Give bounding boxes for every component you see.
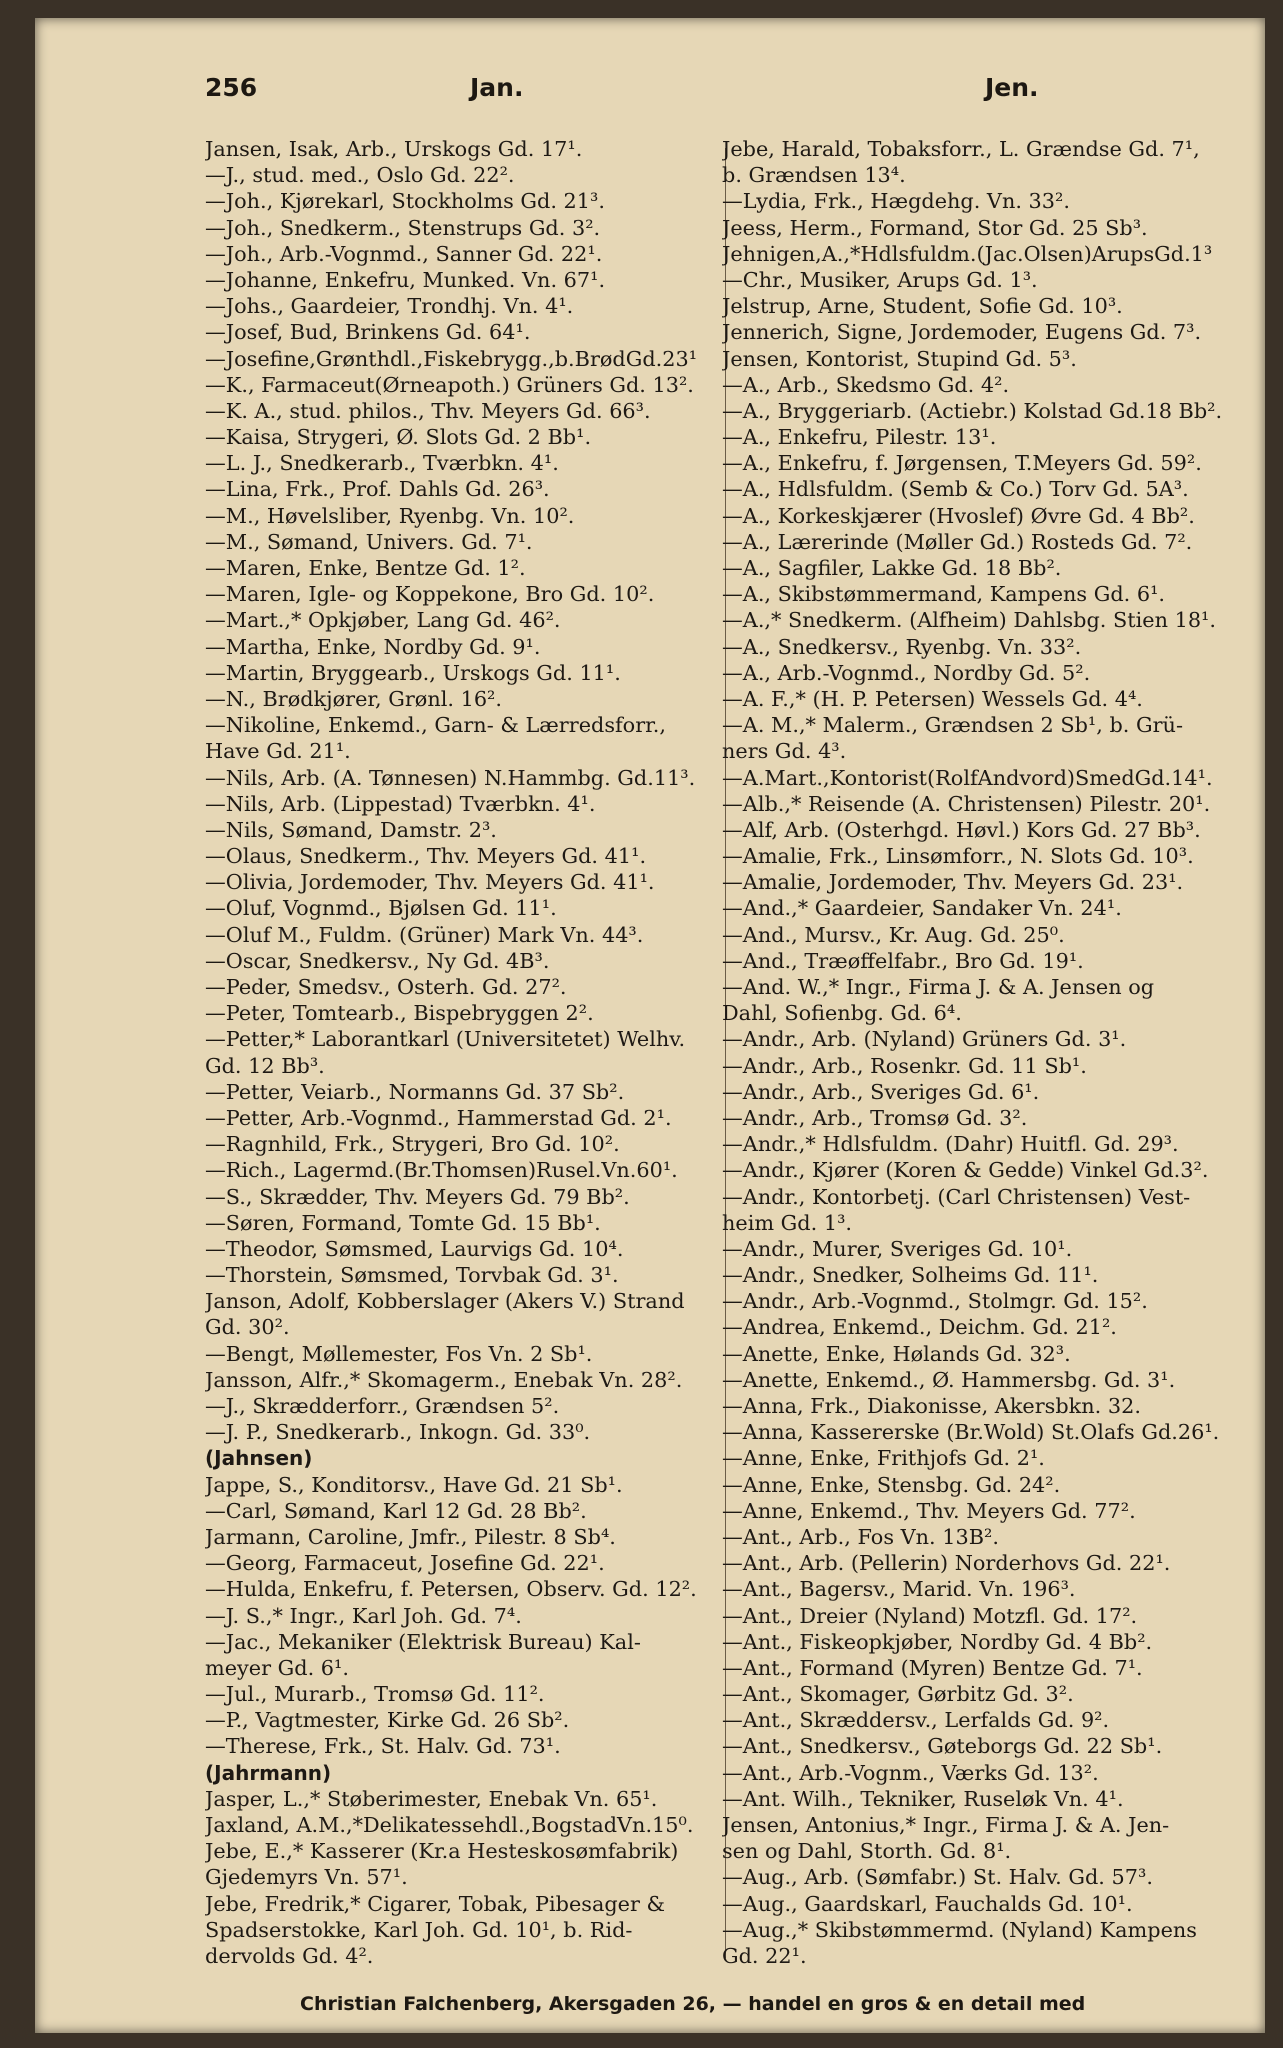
directory-entry-line: —Theodor, Sømsmed, Laurvigs Gd. 10⁴. — [205, 1236, 624, 1261]
directory-entry-line: —Anette, Enkemd., Ø. Hammersbg. Gd. 3¹. — [722, 1367, 1176, 1392]
directory-entry-line: —And. W.,* Ingr., Firma J. & A. Jensen og — [722, 975, 1155, 999]
directory-entry-line: —Petter, Veiarb., Normanns Gd. 37 Sb². — [205, 1079, 625, 1104]
directory-entry-line: —Maren, Igle- og Koppekone, Bro Gd. 10². — [205, 582, 655, 607]
directory-entry-line: —A., Skibstømmermand, Kampens Gd. 6¹. — [722, 582, 1166, 607]
directory-entry-line: —M., Høvelsliber, Ryenbg. Vn. 10². — [205, 503, 575, 528]
directory-entry-line: Janson, Adolf, Kobberslager (Akers V.) Strand — [205, 1289, 685, 1314]
directory-entry-line: —L. J., Snedkerarb., Tværbkn. 4¹. — [205, 451, 559, 476]
directory-entry-line: —Ant., Arb. (Pellerin) Norderhovs Gd. 22¹. — [722, 1551, 1171, 1576]
directory-entry-line: —Anna, Frk., Diakonisse, Akersbkn. 32. — [722, 1394, 1141, 1418]
directory-entry-line: —Ant., Skomager, Gørbitz Gd. 3². — [722, 1682, 1074, 1707]
directory-entry-line: —A., Lærerinde (Møller Gd.) Rosteds Gd. 7². — [722, 529, 1193, 554]
directory-entry-line: —A., Korkeskjærer (Hvoslef) Øvre Gd. 4 Bb². — [722, 503, 1195, 528]
directory-entry-line: —Alf, Arb. (Osterhgd. Høvl.) Kors Gd. 27 Bb³. — [722, 817, 1201, 842]
directory-entry-line: Jelstrup, Arne, Student, Sofie Gd. 10³. — [722, 294, 1123, 319]
directory-entry-line: —Søren, Formand, Tomte Gd. 15 Bb¹. — [205, 1210, 601, 1235]
directory-entry-line: Jappe, S., Konditorsv., Have Gd. 21 Sb¹. — [205, 1472, 623, 1497]
directory-entry-line: —Andr., Arb.-Vognmd., Stolmgr. Gd. 15². — [722, 1289, 1148, 1314]
directory-entry-line: —Peter, Tomtearb., Bispebryggen 2². — [205, 1001, 594, 1026]
directory-entry-line: —J. P., Snedkerarb., Inkogn. Gd. 33⁰. — [205, 1420, 591, 1445]
directory-entry-line: Jarmann, Caroline, Jmfr., Pilestr. 8 Sb⁴. — [205, 1524, 616, 1549]
directory-entry-line: —A., Enkefru, f. Jørgensen, T.Meyers Gd. 59². — [722, 451, 1202, 476]
page-number: 256 — [205, 73, 258, 102]
directory-entry-line: —J., Skrædderforr., Grændsen 5². — [205, 1394, 560, 1418]
directory-entry-line: —Ant. Wilh., Tekniker, Ruseløk Vn. 4¹. — [722, 1786, 1124, 1811]
right-running-head: Jen. — [985, 73, 1039, 102]
directory-entry-line: —Lina, Frk., Prof. Dahls Gd. 26³. — [205, 477, 550, 502]
directory-entry-line: —Joh., Kjørekarl, Stockholms Gd. 21³. — [205, 189, 605, 214]
directory-entry-line: —Josefine,Grønthdl.,Fiskebrygg.,b.BrødGd.23¹ — [205, 346, 698, 371]
directory-entry-line: —A.,* Snedkerm. (Alfheim) Dahlsbg. Stien 18¹. — [722, 608, 1216, 633]
directory-entry-line: —A., Arb.-Vognmd., Nordby Gd. 5². — [722, 660, 1091, 685]
directory-entry-line: —Olivia, Jordemoder, Thv. Meyers Gd. 41¹. — [205, 870, 655, 895]
directory-entry-line: —Nikoline, Enkemd., Garn- & Lærredsforr., — [205, 713, 667, 738]
directory-entry-line: —Hulda, Enkefru, f. Petersen, Observ. Gd. 12². — [205, 1577, 697, 1602]
directory-entry-line: —N., Brødkjører, Grønl. 16². — [205, 686, 503, 711]
directory-entry-line: —A., Enkefru, Pilestr. 13¹. — [722, 425, 997, 450]
directory-entry-line: —Josef, Bud, Brinkens Gd. 64¹. — [205, 320, 531, 345]
directory-entry-line: —A., Sagfiler, Lakke Gd. 18 Bb². — [722, 556, 1062, 580]
directory-entry-line: —Therese, Frk., St. Halv. Gd. 73¹. — [205, 1734, 561, 1759]
directory-entry-line: —Nils, Arb. (A. Tønnesen) N.Hammbg. Gd.11³. — [205, 765, 696, 790]
directory-entry-line: —Oluf, Vognmd., Bjølsen Gd. 11¹. — [205, 896, 557, 921]
directory-entry-line: Gjedemyrs Vn. 57¹. — [205, 1865, 408, 1890]
directory-entry-line: —Chr., Musiker, Arups Gd. 1³. — [722, 267, 1038, 292]
directory-entry-line: —Andr., Murer, Sveriges Gd. 10¹. — [722, 1236, 1073, 1261]
page-header — [35, 73, 1265, 113]
directory-entry-line: —Lydia, Frk., Hægdehg. Vn. 33². — [722, 189, 1070, 214]
directory-entry-line: Jebe, Harald, Tobaksforr., L. Grændse Gd. 7¹, — [722, 137, 1200, 161]
directory-entry-line: —Mart.,* Opkjøber, Lang Gd. 46². — [205, 608, 561, 633]
directory-entry-line: Have Gd. 21¹. — [205, 739, 351, 764]
directory-entry-line: —J., stud. med., Oslo Gd. 22². — [205, 163, 515, 188]
directory-entry-line: —And., Træøffelfabr., Bro Gd. 19¹. — [722, 948, 1084, 973]
directory-entry-line: —Petter, Arb.-Vognmd., Hammerstad Gd. 2¹. — [205, 1105, 672, 1130]
directory-entry-line: —P., Vagtmester, Kirke Gd. 26 Sb². — [205, 1708, 570, 1733]
directory-entry-line: —Joh., Snedkerm., Stenstrups Gd. 3². — [205, 215, 601, 240]
directory-entry-line: —Carl, Sømand, Karl 12 Gd. 28 Bb². — [205, 1498, 587, 1523]
directory-entry-line: —Johs., Gaardeier, Trondhj. Vn. 4¹. — [205, 294, 574, 319]
directory-entry-line: Jehnigen,A.,*Hdlsfuldm.(Jac.Olsen)ArupsGd.1³ — [722, 241, 1213, 266]
directory-entry-line: —Oluf M., Fuldm. (Grüner) Mark Vn. 44³. — [205, 922, 644, 947]
directory-entry-line: dervolds Gd. 4². — [205, 1943, 374, 1968]
directory-entry-line: —Rich., Lagermd.(Br.Thomsen)Rusel.Vn.60¹. — [205, 1158, 678, 1183]
directory-entry-line: —J. S.,* Ingr., Karl Joh. Gd. 7⁴. — [205, 1603, 522, 1628]
directory-entry-line: —Ant., Arb.-Vognm., Værks Gd. 13². — [722, 1760, 1099, 1785]
directory-entry-line: —Anette, Enke, Hølands Gd. 32³. — [722, 1341, 1071, 1366]
directory-entry-line: —A.Mart.,Kontorist(RolfAndvord)SmedGd.14¹. — [722, 765, 1213, 790]
directory-entry-line: —K. A., stud. philos., Thv. Meyers Gd. 66³. — [205, 398, 651, 423]
directory-entry-line: Jansson, Alfr.,* Skomagerm., Enebak Vn. 28². — [205, 1367, 683, 1392]
directory-entry-line: —A. M.,* Malerm., Grændsen 2 Sb¹, b. Grü- — [722, 713, 1183, 738]
directory-entry-line: —Ant., Fiskeopkjøber, Nordby Gd. 4 Bb². — [722, 1629, 1153, 1654]
directory-entry-line: —Amalie, Frk., Linsømforr., N. Slots Gd. 10³. — [722, 844, 1194, 869]
directory-entry-line: —Andr., Arb., Tromsø Gd. 3². — [722, 1105, 1028, 1130]
directory-entry-line: Jansen, Isak, Arb., Urskogs Gd. 17¹. — [205, 137, 583, 161]
directory-entry-line: b. Grændsen 13⁴. — [722, 163, 906, 188]
directory-entry-line: —Maren, Enke, Bentze Gd. 1². — [205, 556, 526, 580]
left-running-head: Jan. — [470, 73, 524, 102]
directory-entry-line: —Andr., Kjører (Koren & Gedde) Vinkel Gd.3². — [722, 1158, 1209, 1183]
directory-entry-line: —Martin, Bryggearb., Urskogs Gd. 11¹. — [205, 660, 621, 685]
directory-entry-line: —K., Farmaceut(Ørneapoth.) Grüners Gd. 13². — [205, 372, 694, 397]
directory-entry-line: —Andr.,* Hdlsfuldm. (Dahr) Huitfl. Gd. 29³. — [722, 1132, 1179, 1157]
directory-entry-line: —Andr., Kontorbetj. (Carl Christensen) Vest- — [722, 1184, 1191, 1209]
advertisement-footer: Christian Falchenberg, Akersgaden 26, — handel en gros & en detail med — [300, 1993, 1086, 2015]
directory-entry-line: Jeess, Herm., Formand, Stor Gd. 25 Sb³. — [722, 215, 1148, 240]
directory-entry-line: —Andr., Arb. (Nyland) Grüners Gd. 3¹. — [722, 1027, 1127, 1052]
directory-entry-line: Jensen, Antonius,* Ingr., Firma J. & A. Jen- — [722, 1813, 1170, 1837]
directory-entry-line: —Jul., Murarb., Tromsø Gd. 11². — [205, 1682, 545, 1707]
directory-entry-line: Jebe, E.,* Kasserer (Kr.a Hesteskosømfabrik) — [205, 1839, 679, 1864]
directory-entry-line: —Andr., Arb., Rosenkr. Gd. 11 Sb¹. — [722, 1053, 1087, 1078]
directory-entry-line: Gd. 22¹. — [722, 1943, 807, 1968]
left-column — [205, 136, 725, 1969]
directory-entry-line: —Anne, Enke, Stensbg. Gd. 24². — [722, 1472, 1061, 1497]
directory-entry-line: Jaxland, A.M.,*Delikatessehdl.,BogstadVn.15⁰. — [205, 1813, 694, 1837]
directory-entry-line: —Jac., Mekaniker (Elektrisk Bureau) Kal- — [205, 1629, 641, 1654]
directory-entry-line: —Olaus, Snedkerm., Thv. Meyers Gd. 41¹. — [205, 844, 647, 869]
directory-entry-line: Spadserstokke, Karl Joh. Gd. 10¹, b. Rid- — [205, 1917, 633, 1942]
directory-entry-line: —Petter,* Laborantkarl (Universitetet) Welhv. — [205, 1027, 686, 1052]
directory-entry-line: —A., Hdlsfuldm. (Semb & Co.) Torv Gd. 5A³. — [722, 477, 1189, 502]
right-column — [722, 136, 1247, 1969]
directory-entry-line: Gd. 12 Bb³. — [205, 1053, 325, 1078]
directory-entry-line: Jebe, Fredrik,* Cigarer, Tobak, Pibesager & — [205, 1891, 666, 1916]
directory-entry-line: —Bengt, Møllemester, Fos Vn. 2 Sb¹. — [205, 1341, 593, 1366]
directory-entry-line: —A. F.,* (H. P. Petersen) Wessels Gd. 4⁴. — [722, 686, 1143, 711]
directory-entry-line: —Amalie, Jordemoder, Thv. Meyers Gd. 23¹. — [722, 870, 1184, 895]
directory-entry-line: sen og Dahl, Storth. Gd. 8¹. — [722, 1839, 1012, 1864]
directory-entry-line: —Ant., Bagersv., Marid. Vn. 196³. — [722, 1577, 1076, 1602]
directory-entry-line: —Martha, Enke, Nordby Gd. 9¹. — [205, 634, 541, 659]
directory-entry-line: —Anna, Kassererske (Br.Wold) St.Olafs Gd.26¹. — [722, 1420, 1220, 1445]
directory-entry-line: (Jahrmann) — [205, 1760, 332, 1785]
directory-entry-line: heim Gd. 1³. — [722, 1210, 853, 1235]
directory-entry-line: —Alb.,* Reisende (A. Christensen) Pilestr. 20¹. — [722, 791, 1211, 816]
directory-entry-line: —Georg, Farmaceut, Josefine Gd. 22¹. — [205, 1551, 605, 1576]
directory-entry-line: —Anne, Enke, Frithjofs Gd. 2¹. — [722, 1446, 1045, 1471]
directory-entry-line: Jensen, Kontorist, Stupind Gd. 5³. — [722, 346, 1077, 371]
directory-entry-line: —S., Skrædder, Thv. Meyers Gd. 79 Bb². — [205, 1184, 630, 1209]
directory-entry-line: —A., Bryggeriarb. (Actiebr.) Kolstad Gd.18 Bb². — [722, 398, 1223, 423]
directory-entry-line: —Ant., Snedkersv., Gøteborgs Gd. 22 Sb¹. — [722, 1734, 1163, 1759]
directory-entry-line: Jennerich, Signe, Jordemoder, Eugens Gd. 7³. — [722, 320, 1202, 345]
directory-entry-line: —M., Sømand, Univers. Gd. 7¹. — [205, 529, 533, 554]
directory-entry-line: —And., Mursv., Kr. Aug. Gd. 25⁰. — [722, 922, 1065, 947]
directory-entry-line: —Thorstein, Sømsmed, Torvbak Gd. 3¹. — [205, 1263, 619, 1288]
directory-entry-line: —Aug., Gaardskarl, Fauchalds Gd. 10¹. — [722, 1891, 1133, 1916]
directory-entry-line: Gd. 30². — [205, 1315, 290, 1340]
directory-entry-line: —Ant., Skræddersv., Lerfalds Gd. 9². — [722, 1708, 1110, 1733]
directory-entry-line: —Oscar, Snedkersv., Ny Gd. 4B³. — [205, 948, 550, 973]
directory-entry-line: —Andrea, Enkemd., Deichm. Gd. 21². — [722, 1315, 1117, 1340]
directory-entry-line: —Anne, Enkemd., Thv. Meyers Gd. 77². — [722, 1498, 1136, 1523]
directory-entry-line: —Ant., Arb., Fos Vn. 13B². — [722, 1524, 999, 1549]
directory-entry-line: —Nils, Arb. (Lippestad) Tværbkn. 4¹. — [205, 791, 596, 816]
directory-entry-line: —Nils, Sømand, Damstr. 2³. — [205, 817, 497, 842]
directory-page — [35, 18, 1265, 2033]
directory-entry-line: —Andr., Snedker, Solheims Gd. 11¹. — [722, 1263, 1099, 1288]
directory-entry-line: —And.,* Gaardeier, Sandaker Vn. 24¹. — [722, 896, 1122, 921]
directory-entry-line: —Andr., Arb., Sveriges Gd. 6¹. — [722, 1079, 1040, 1104]
directory-entry-line: —Ant., Dreier (Nyland) Motzfl. Gd. 17². — [722, 1603, 1138, 1628]
directory-entry-line: meyer Gd. 6¹. — [205, 1655, 349, 1680]
directory-entry-line: —Ragnhild, Frk., Strygeri, Bro Gd. 10². — [205, 1132, 620, 1157]
directory-entry-line: —A., Arb., Skedsmo Gd. 4². — [722, 372, 1010, 397]
directory-entry-line: —Peder, Smedsv., Osterh. Gd. 27². — [205, 975, 567, 999]
directory-entry-line: —Kaisa, Strygeri, Ø. Slots Gd. 2 Bb¹. — [205, 425, 592, 450]
directory-entry-line: (Jahnsen) — [205, 1446, 313, 1471]
directory-entry-line: ners Gd. 4³. — [722, 739, 847, 764]
directory-entry-line: —Aug., Arb. (Sømfabr.) St. Halv. Gd. 57³. — [722, 1865, 1153, 1890]
directory-entry-line: —Aug.,* Skibstømmermd. (Nyland) Kampens — [722, 1917, 1197, 1942]
directory-entry-line: —Ant., Formand (Myren) Bentze Gd. 7¹. — [722, 1655, 1143, 1680]
directory-entry-line: —A., Snedkersv., Ryenbg. Vn. 33². — [722, 634, 1082, 659]
directory-entry-line: Jasper, L.,* Støberimester, Enebak Vn. 65¹. — [205, 1786, 658, 1811]
directory-entry-line: Dahl, Sofienbg. Gd. 6⁴. — [722, 1001, 962, 1026]
directory-entry-line: —Johanne, Enkefru, Munked. Vn. 67¹. — [205, 267, 606, 292]
directory-entry-line: —Joh., Arb.-Vognmd., Sanner Gd. 22¹. — [205, 241, 603, 266]
